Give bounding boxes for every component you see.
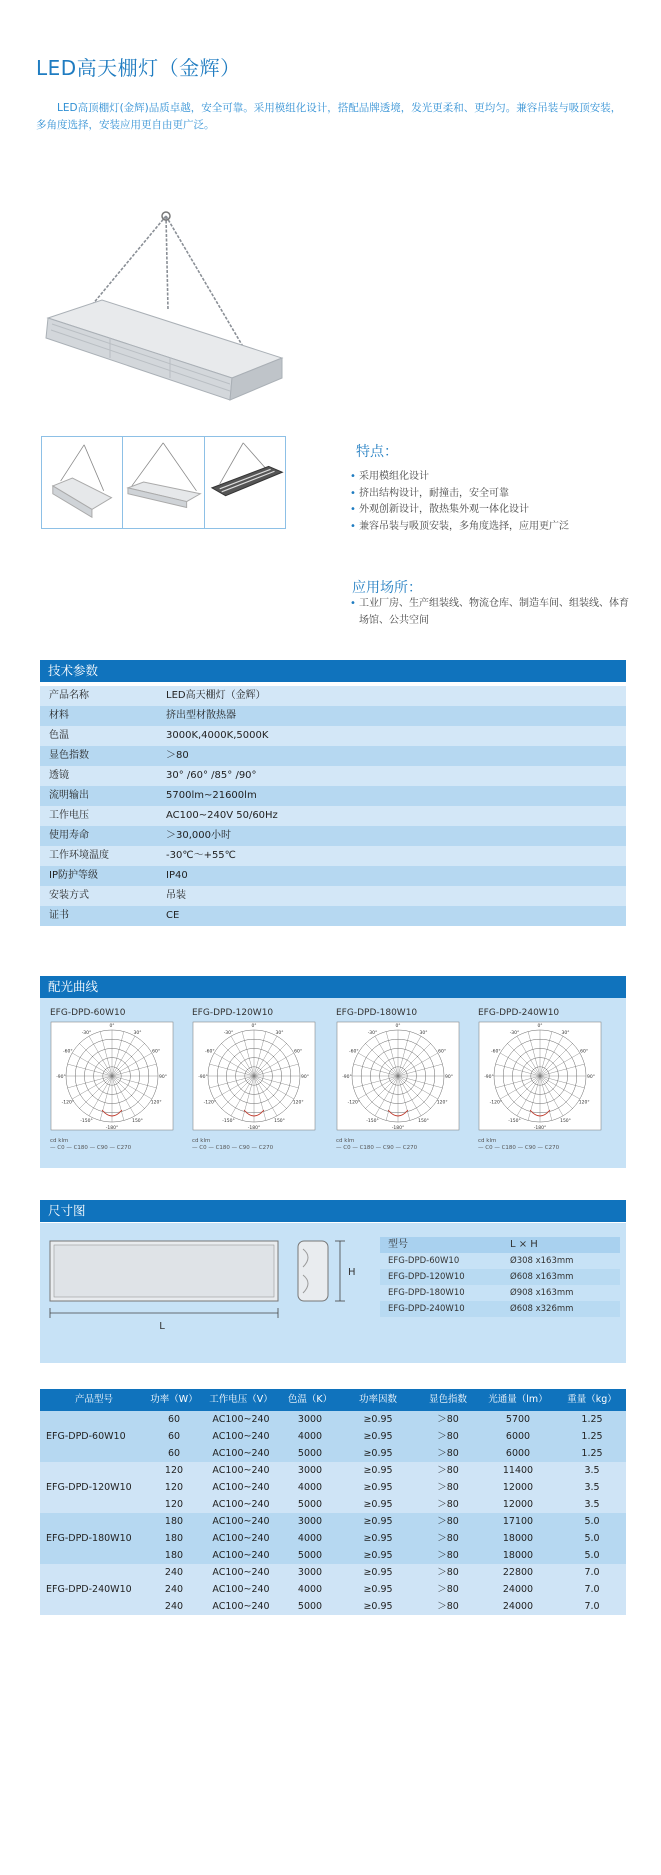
- angle-label: -90°: [56, 1075, 66, 1080]
- angle-label: 90°: [159, 1075, 167, 1080]
- pf-column: [338, 1462, 418, 1513]
- volt-column: [200, 1513, 282, 1564]
- thumbnail-3[interactable]: [205, 437, 285, 528]
- pf-cell: ≥0.95: [363, 1499, 393, 1510]
- param-value: AC100~240V 50/60Hz: [166, 810, 278, 821]
- table-row-group: [40, 1411, 626, 1462]
- chart-label: EFG-DPD-240W10: [478, 1008, 560, 1018]
- size-cell: Ø308 x163mm: [510, 1256, 574, 1266]
- pf-column: [338, 1513, 418, 1564]
- power-cell: 60: [167, 1431, 181, 1442]
- table-row: [40, 846, 626, 866]
- lum-column: [478, 1564, 558, 1615]
- volt-cell: AC100~240: [212, 1499, 270, 1510]
- applications-list: [350, 596, 630, 629]
- power-cell: 60: [167, 1448, 181, 1459]
- power-cell: 60: [167, 1414, 181, 1425]
- angle-label: 150°: [132, 1119, 143, 1125]
- param-key: 显色指数: [49, 750, 89, 761]
- dimension-table: [380, 1237, 620, 1317]
- pf-cell: ≥0.95: [363, 1584, 393, 1595]
- model-cell: EFG-DPD-180W10: [388, 1288, 465, 1298]
- table-row: [40, 766, 626, 786]
- power-cell: 180: [164, 1516, 184, 1527]
- angle-label: 30°: [133, 1030, 142, 1036]
- thumbnail-image: [123, 437, 203, 528]
- temp-column: [282, 1462, 338, 1513]
- polar-chart: [478, 1008, 602, 1158]
- param-value: 5700lm~21600lm: [166, 790, 257, 801]
- param-value: CE: [166, 910, 180, 921]
- angle-label: -150°: [366, 1119, 379, 1125]
- power-cell: 120: [164, 1465, 184, 1476]
- pf-cell: ≥0.95: [363, 1448, 393, 1459]
- chart-legend: [336, 1138, 417, 1152]
- angle-label: 60°: [438, 1049, 447, 1055]
- header-temperature: 色温（K）: [287, 1394, 333, 1405]
- unit-label: cd klm: [478, 1138, 497, 1144]
- angle-label: -120°: [61, 1100, 75, 1106]
- dimension-drawing: [40, 1223, 380, 1363]
- cri-cell: ＞80: [437, 1550, 459, 1561]
- angle-label: -150°: [222, 1119, 235, 1125]
- size-cell: Ø608 x326mm: [510, 1304, 574, 1314]
- param-value: IP40: [166, 870, 188, 881]
- size-header: L × H: [510, 1239, 538, 1250]
- table-row-group: [40, 1462, 626, 1513]
- unit-label: cd klm: [192, 1138, 211, 1144]
- angle-label: -120°: [489, 1100, 503, 1106]
- table-row: [380, 1285, 620, 1301]
- param-key: 证书: [49, 910, 69, 921]
- product-table: [40, 1389, 626, 1615]
- list-item: • 采用模组化设计: [350, 469, 620, 486]
- angle-label: -30°: [223, 1030, 234, 1036]
- param-value: LED高天棚灯（金辉）: [166, 690, 266, 701]
- wt-cell: 7.0: [584, 1567, 600, 1578]
- angle-label: -90°: [198, 1075, 208, 1080]
- power-cell: 120: [164, 1499, 184, 1510]
- angle-label: -60°: [491, 1049, 501, 1055]
- angle-label: -150°: [508, 1119, 521, 1125]
- model-cell: EFG-DPD-120W10: [46, 1482, 132, 1493]
- product-hero-image: [40, 210, 290, 410]
- volt-cell: AC100~240: [212, 1533, 270, 1544]
- model-cell: EFG-DPD-240W10: [46, 1584, 132, 1595]
- model-cell: EFG-DPD-60W10: [388, 1256, 460, 1266]
- header-model: 产品型号: [74, 1394, 113, 1405]
- cri-cell: ＞80: [437, 1448, 459, 1459]
- volt-column: [200, 1564, 282, 1615]
- wt-column: [558, 1462, 626, 1513]
- size-cell: Ø608 x163mm: [510, 1272, 574, 1282]
- table-row: [40, 786, 626, 806]
- param-key: 工作电压: [49, 810, 89, 821]
- polar-diagram: [478, 1021, 602, 1131]
- volt-cell: AC100~240: [212, 1482, 270, 1493]
- cri-cell: ＞80: [437, 1465, 459, 1476]
- table-header: [40, 1389, 626, 1411]
- lum-cell: 12000: [502, 1499, 534, 1510]
- thumbnail-2[interactable]: [123, 437, 204, 528]
- pf-cell: ≥0.95: [363, 1567, 393, 1578]
- list-item: • 挤出结构设计，耐撞击，安全可靠: [350, 486, 620, 503]
- wt-cell: 3.5: [584, 1465, 600, 1476]
- wt-cell: 1.25: [581, 1431, 603, 1442]
- dimension-header: 尺寸图: [40, 1200, 626, 1222]
- power-cell: 240: [164, 1601, 184, 1612]
- pf-cell: ≥0.95: [363, 1533, 393, 1544]
- angle-label: -150°: [80, 1119, 93, 1125]
- angle-label: 0°: [251, 1024, 257, 1029]
- photometric-header: 配光曲线: [40, 976, 626, 998]
- temp-cell: 3000: [297, 1465, 323, 1476]
- angle-label: -90°: [342, 1075, 352, 1080]
- angle-label: -30°: [509, 1030, 520, 1036]
- lum-cell: 18000: [502, 1550, 534, 1561]
- angle-label: 60°: [152, 1049, 161, 1055]
- table-row: [40, 826, 626, 846]
- table-row-group: [40, 1513, 626, 1564]
- thumbnail-image: [205, 437, 285, 528]
- model-cell: EFG-DPD-180W10: [46, 1533, 132, 1544]
- table-header: [380, 1237, 620, 1253]
- lum-column: [478, 1411, 558, 1462]
- wt-column: [558, 1411, 626, 1462]
- temp-cell: 5000: [297, 1448, 323, 1459]
- power-cell: 180: [164, 1550, 184, 1561]
- lum-cell: 17100: [502, 1516, 534, 1527]
- cri-cell: ＞80: [437, 1584, 459, 1595]
- pf-cell: ≥0.95: [363, 1601, 393, 1612]
- wt-column: [558, 1513, 626, 1564]
- angle-label: 150°: [560, 1119, 571, 1125]
- cri-cell: ＞80: [437, 1601, 459, 1612]
- angle-label: 0°: [537, 1024, 543, 1029]
- cri-column: [418, 1411, 478, 1462]
- legend-text: — C0 — C180 — C90 — C270: [478, 1145, 560, 1151]
- lum-column: [478, 1462, 558, 1513]
- table-row: [40, 806, 626, 826]
- wt-cell: 3.5: [584, 1482, 600, 1493]
- angle-label: 120°: [292, 1100, 304, 1106]
- power-cell: 180: [164, 1533, 184, 1544]
- param-key: 工作环境温度: [49, 850, 109, 861]
- table-row: [380, 1253, 620, 1269]
- lum-cell: 12000: [502, 1482, 534, 1493]
- model-header: 型号: [388, 1239, 408, 1250]
- wt-column: [558, 1564, 626, 1615]
- table-row: [40, 746, 626, 766]
- table-row: [40, 886, 626, 906]
- tech-params-header: 技术参数: [40, 660, 626, 682]
- wt-cell: 5.0: [584, 1550, 600, 1561]
- list-item: • 工业厂房、生产组装线、物流仓库、制造车间、组装线、体育场馆、公共空间: [350, 596, 630, 629]
- param-key: 产品名称: [49, 690, 89, 701]
- angle-label: 120°: [436, 1100, 448, 1106]
- param-key: 材料: [49, 710, 69, 721]
- lum-column: [478, 1513, 558, 1564]
- lum-cell: 24000: [502, 1584, 534, 1595]
- volt-cell: AC100~240: [212, 1414, 270, 1425]
- table-row: [40, 706, 626, 726]
- angle-label: -120°: [203, 1100, 217, 1106]
- header-power-factor: 功率因数: [358, 1394, 397, 1405]
- angle-label: 60°: [294, 1049, 303, 1055]
- table-row: [380, 1301, 620, 1317]
- chart-label: EFG-DPD-60W10: [50, 1008, 126, 1018]
- table-row: [40, 866, 626, 886]
- angle-label: -120°: [347, 1100, 361, 1106]
- unit-label: cd klm: [336, 1138, 355, 1144]
- header-power: 功率（W）: [150, 1394, 198, 1405]
- polar-diagram: [336, 1021, 460, 1131]
- polar-chart: [336, 1008, 460, 1158]
- power-cell: 240: [164, 1584, 184, 1595]
- header-cri: 显色指数: [428, 1394, 467, 1405]
- power-column: [148, 1411, 200, 1462]
- dimension-l-label: L: [159, 1321, 165, 1332]
- angle-label: -30°: [367, 1030, 378, 1036]
- wt-cell: 7.0: [584, 1601, 600, 1612]
- wt-cell: 1.25: [581, 1448, 603, 1459]
- angle-label: 90°: [587, 1075, 595, 1080]
- page-title: LED高天棚灯（金辉）: [36, 56, 241, 80]
- table-row-group: [40, 1564, 626, 1615]
- param-value: -30℃～+55℃: [166, 850, 236, 861]
- param-key: 透镜: [49, 770, 69, 781]
- table-row: [40, 686, 626, 706]
- volt-cell: AC100~240: [212, 1584, 270, 1595]
- volt-cell: AC100~240: [212, 1516, 270, 1527]
- angle-label: -60°: [63, 1049, 73, 1055]
- chart-label: EFG-DPD-180W10: [336, 1008, 418, 1018]
- model-cell: EFG-DPD-240W10: [388, 1304, 465, 1314]
- temp-column: [282, 1513, 338, 1564]
- volt-cell: AC100~240: [212, 1550, 270, 1561]
- angle-label: 150°: [418, 1119, 429, 1125]
- cri-cell: ＞80: [437, 1533, 459, 1544]
- legend-text: — C0 — C180 — C90 — C270: [50, 1145, 132, 1151]
- power-cell: 240: [164, 1567, 184, 1578]
- angle-label: -180°: [247, 1126, 261, 1131]
- table-row: [40, 726, 626, 746]
- dimension-h-label: H: [348, 1267, 356, 1278]
- power-column: [148, 1513, 200, 1564]
- temp-cell: 5000: [297, 1550, 323, 1561]
- temp-column: [282, 1411, 338, 1462]
- pf-cell: ≥0.95: [363, 1482, 393, 1493]
- param-value: 吊装: [166, 890, 186, 901]
- pf-cell: ≥0.95: [363, 1550, 393, 1561]
- model-cell: EFG-DPD-120W10: [388, 1272, 465, 1282]
- angle-label: 90°: [445, 1075, 453, 1080]
- temp-cell: 4000: [297, 1533, 323, 1544]
- power-column: [148, 1564, 200, 1615]
- angle-label: 0°: [395, 1024, 401, 1029]
- photometric-panel: [40, 998, 626, 1168]
- header-lumen: 光通量（lm）: [488, 1394, 548, 1405]
- list-item: • 兼容吊装与吸顶安装，多角度选择，应用更广泛: [350, 519, 620, 536]
- features-list: [350, 469, 620, 535]
- thumbnail-image: [42, 437, 122, 528]
- chart-label: EFG-DPD-120W10: [192, 1008, 274, 1018]
- wt-cell: 5.0: [584, 1533, 600, 1544]
- lum-cell: 6000: [505, 1431, 531, 1442]
- param-key: 流明输出: [49, 790, 89, 801]
- volt-column: [200, 1462, 282, 1513]
- temp-cell: 3000: [297, 1567, 323, 1578]
- cri-cell: ＞80: [437, 1499, 459, 1510]
- product-thumbnails: [41, 436, 286, 529]
- lum-cell: 5700: [505, 1414, 531, 1425]
- polar-chart: [192, 1008, 316, 1158]
- pf-column: [338, 1411, 418, 1462]
- volt-cell: AC100~240: [212, 1567, 270, 1578]
- lum-cell: 24000: [502, 1601, 534, 1612]
- features-heading: 特点：: [356, 444, 398, 460]
- cri-cell: ＞80: [437, 1431, 459, 1442]
- angle-label: 30°: [275, 1030, 284, 1036]
- temp-cell: 3000: [297, 1516, 323, 1527]
- volt-cell: AC100~240: [212, 1465, 270, 1476]
- applications-heading: 应用场所：: [352, 580, 422, 596]
- chart-legend: [50, 1138, 131, 1152]
- angle-label: -60°: [205, 1049, 215, 1055]
- cri-cell: ＞80: [437, 1414, 459, 1425]
- chart-legend: [192, 1138, 273, 1152]
- param-value: 挤出型材散热器: [166, 710, 236, 721]
- volt-cell: AC100~240: [212, 1431, 270, 1442]
- angle-label: -180°: [105, 1126, 119, 1131]
- param-value: 30° /60° /85° /90°: [166, 770, 257, 781]
- polar-diagram: [192, 1021, 316, 1131]
- angle-label: -180°: [391, 1126, 405, 1131]
- cri-column: [418, 1513, 478, 1564]
- list-item: • 外观创新设计，散热集外观一体化设计: [350, 502, 620, 519]
- pf-cell: ≥0.95: [363, 1431, 393, 1442]
- temp-cell: 4000: [297, 1431, 323, 1442]
- param-key: 使用寿命: [49, 830, 89, 841]
- angle-label: -30°: [81, 1030, 92, 1036]
- angle-label: 60°: [580, 1049, 589, 1055]
- table-row: [380, 1269, 620, 1285]
- volt-cell: AC100~240: [212, 1601, 270, 1612]
- angle-label: 120°: [150, 1100, 162, 1106]
- lum-cell: 22800: [502, 1567, 534, 1578]
- intro-paragraph: LED高顶棚灯(金辉)品质卓越，安全可靠。采用模组化设计，搭配品牌透境，发光更柔和、更均匀。兼容吊装与吸顶安装，多角度选择，安装应用更自由更广泛。: [36, 102, 622, 131]
- angle-label: -180°: [533, 1126, 547, 1131]
- angle-label: 120°: [578, 1100, 590, 1106]
- angle-label: -60°: [349, 1049, 359, 1055]
- pf-column: [338, 1564, 418, 1615]
- param-key: IP防护等级: [49, 870, 98, 881]
- header-voltage: 工作电压（V）: [209, 1394, 273, 1405]
- angle-label: 90°: [301, 1075, 309, 1080]
- angle-label: 30°: [419, 1030, 428, 1036]
- angle-label: -90°: [484, 1075, 494, 1080]
- param-key: 色温: [49, 730, 69, 741]
- pf-cell: ≥0.95: [363, 1516, 393, 1527]
- wt-cell: 7.0: [584, 1584, 600, 1595]
- pf-cell: ≥0.95: [363, 1414, 393, 1425]
- power-cell: 120: [164, 1482, 184, 1493]
- lum-cell: 18000: [502, 1533, 534, 1544]
- cri-cell: ＞80: [437, 1567, 459, 1578]
- param-key: 安装方式: [49, 890, 89, 901]
- dimension-panel: [40, 1223, 626, 1363]
- volt-cell: AC100~240: [212, 1448, 270, 1459]
- angle-label: 0°: [109, 1024, 115, 1029]
- tech-params-table: [40, 686, 626, 926]
- power-column: [148, 1462, 200, 1513]
- pf-cell: ≥0.95: [363, 1465, 393, 1476]
- thumbnail-1[interactable]: [42, 437, 123, 528]
- temp-cell: 5000: [297, 1499, 323, 1510]
- legend-text: — C0 — C180 — C90 — C270: [336, 1145, 418, 1151]
- temp-column: [282, 1564, 338, 1615]
- unit-label: cd klm: [50, 1138, 69, 1144]
- param-value: ＞80: [166, 750, 189, 761]
- polar-diagram: [50, 1021, 174, 1131]
- polar-chart: [50, 1008, 174, 1158]
- cri-cell: ＞80: [437, 1516, 459, 1527]
- size-cell: Ø908 x163mm: [510, 1288, 574, 1298]
- wt-cell: 3.5: [584, 1499, 600, 1510]
- wt-cell: 1.25: [581, 1414, 603, 1425]
- cri-column: [418, 1564, 478, 1615]
- param-value: 3000K,4000K,5000K: [166, 730, 269, 741]
- volt-column: [200, 1411, 282, 1462]
- header-weight: 重量（kg）: [567, 1394, 617, 1405]
- wt-cell: 5.0: [584, 1516, 600, 1527]
- temp-cell: 4000: [297, 1482, 323, 1493]
- lum-cell: 11400: [502, 1465, 534, 1476]
- chart-legend: [478, 1138, 559, 1152]
- angle-label: 30°: [561, 1030, 570, 1036]
- temp-cell: 5000: [297, 1601, 323, 1612]
- param-value: ＞30,000小时: [166, 830, 231, 841]
- model-cell: EFG-DPD-60W10: [46, 1431, 126, 1442]
- cri-column: [418, 1462, 478, 1513]
- legend-text: — C0 — C180 — C90 — C270: [192, 1145, 274, 1151]
- table-row: [40, 906, 626, 926]
- product-table-body: [40, 1411, 626, 1615]
- angle-label: 150°: [274, 1119, 285, 1125]
- temp-cell: 3000: [297, 1414, 323, 1425]
- temp-cell: 4000: [297, 1584, 323, 1595]
- cri-cell: ＞80: [437, 1482, 459, 1493]
- lum-cell: 6000: [505, 1448, 531, 1459]
